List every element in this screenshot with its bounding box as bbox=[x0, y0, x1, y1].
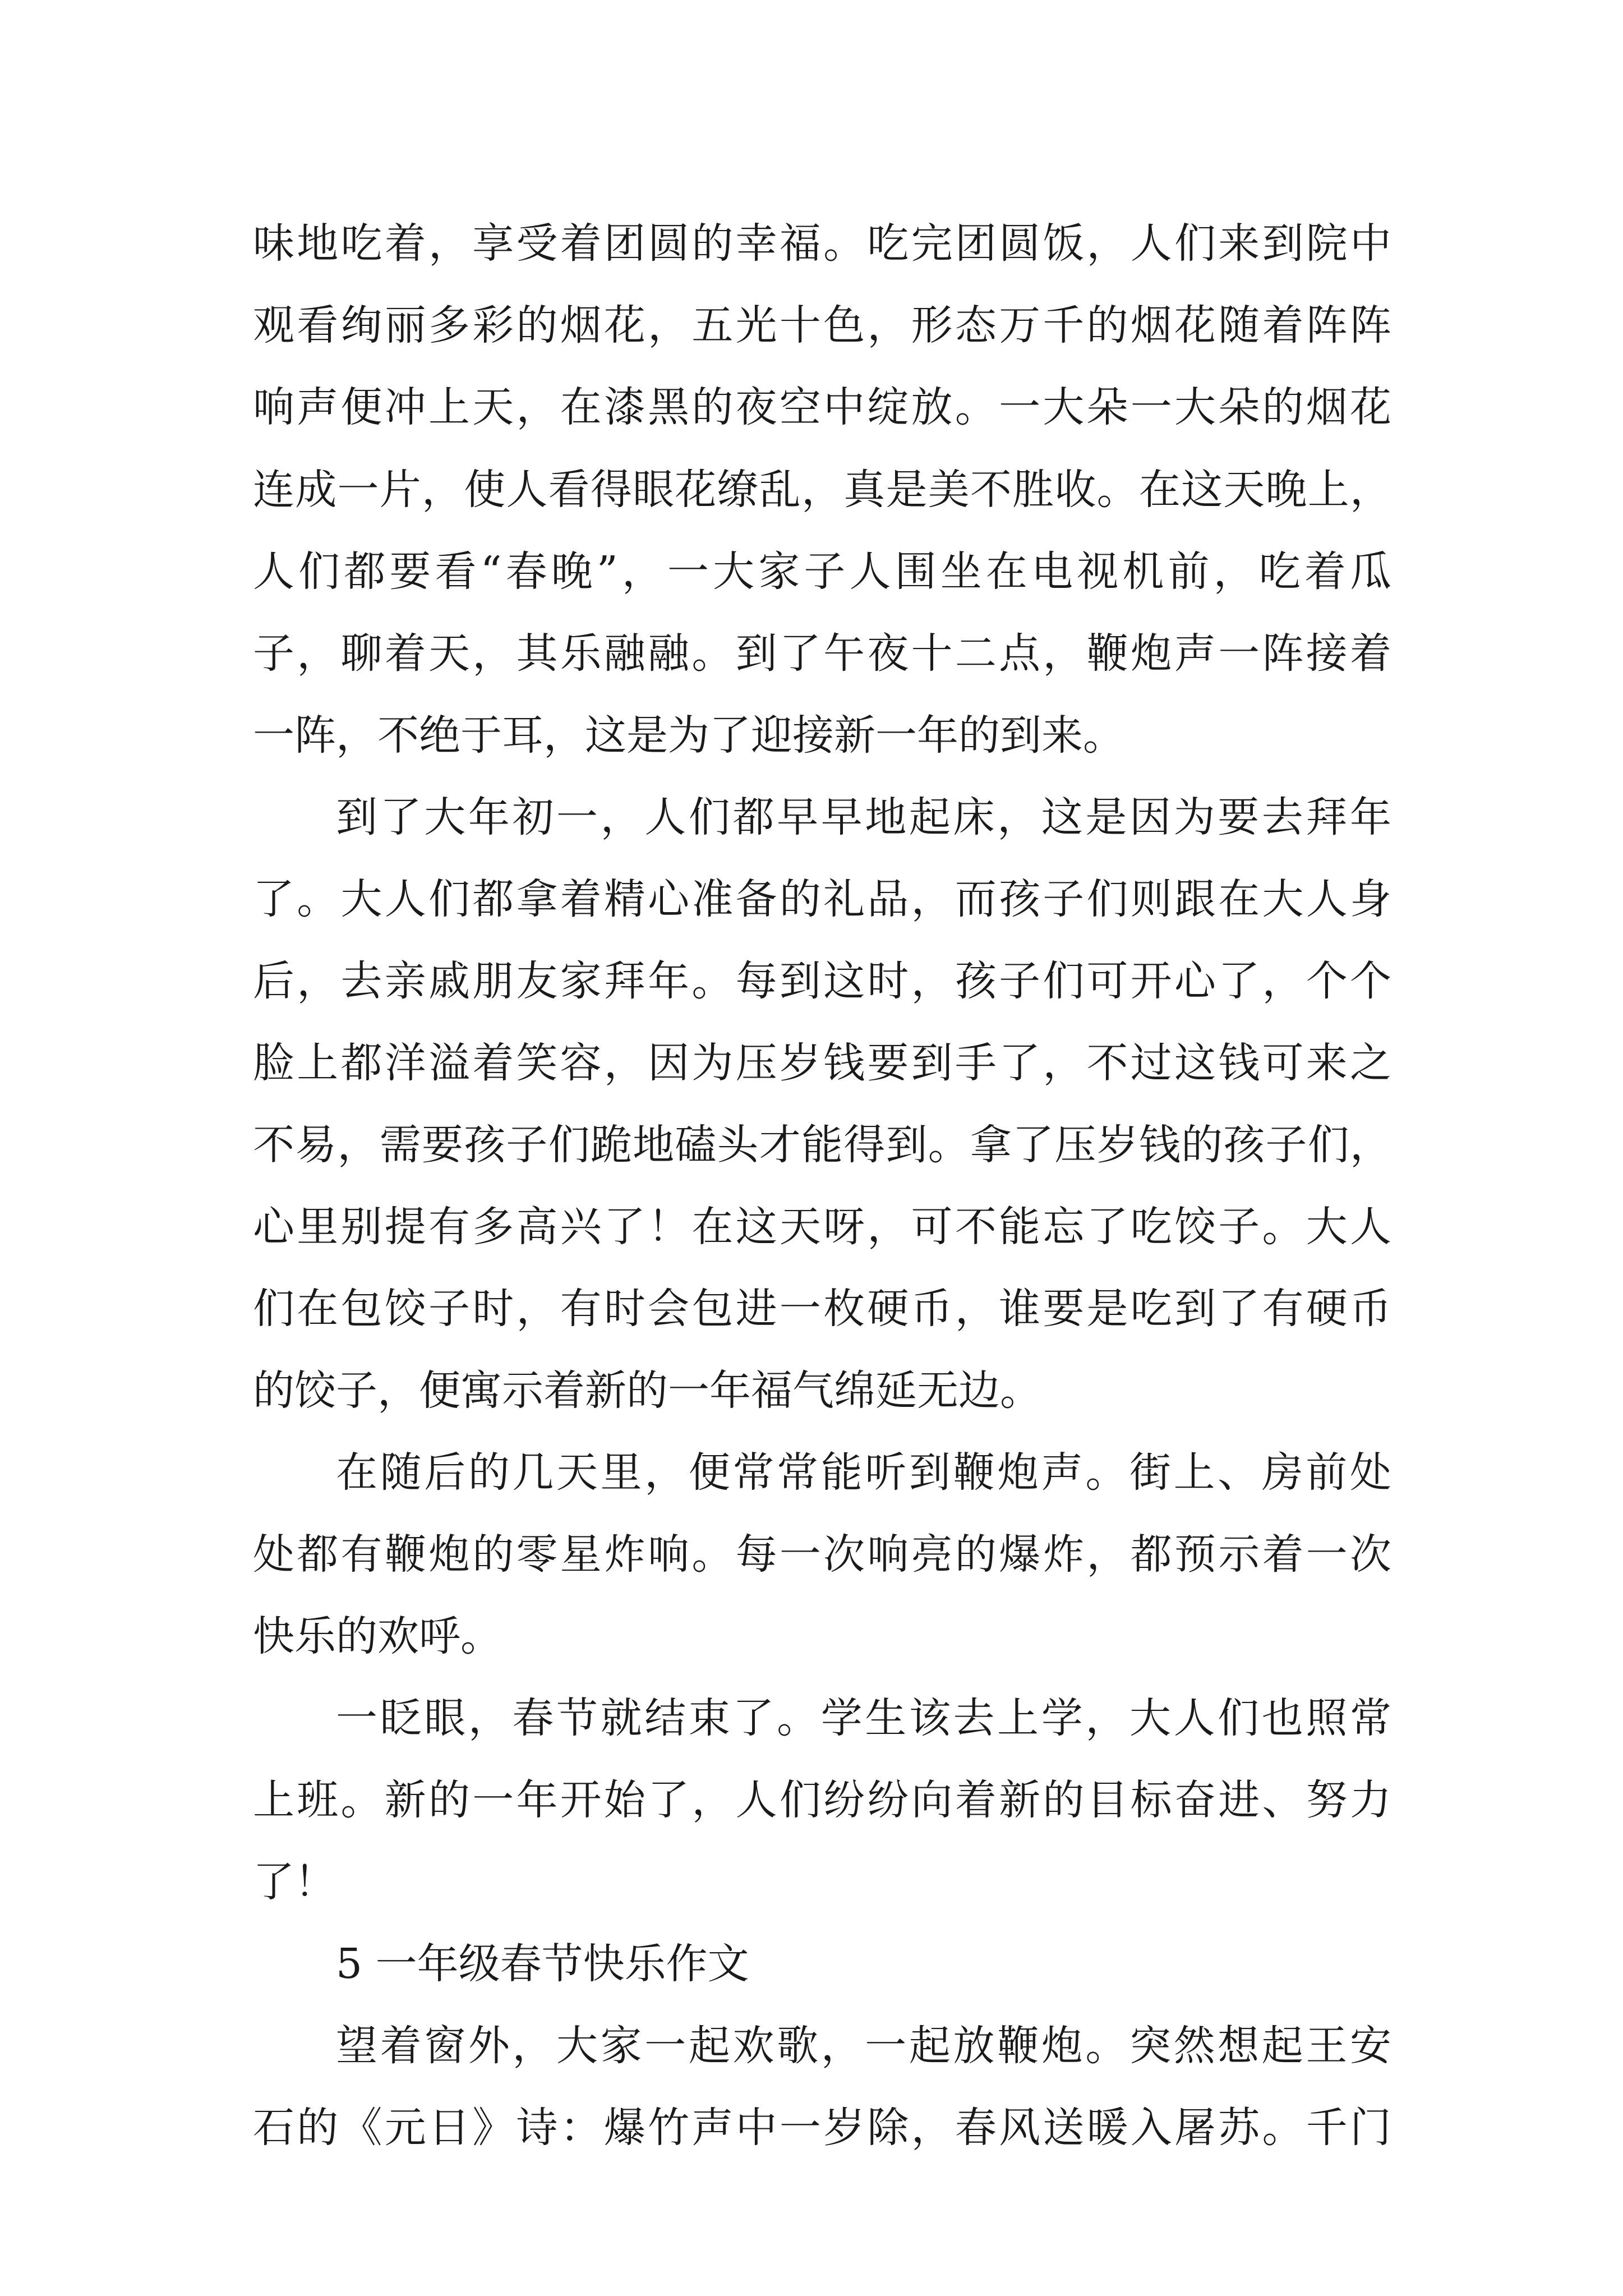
section-heading: 5 一年级春节快乐作文 bbox=[336, 1940, 749, 1988]
paragraph-2-line-7: 们在包饺子时，有时会包进一枚硬币，谁要是吃到了有硬币 bbox=[253, 1285, 1391, 1333]
paragraph-1-line-5: 人们都要看“春晚”，一大家子人围坐在电视机前，吃着瓜 bbox=[253, 547, 1391, 596]
paragraph-2-line-4: 脸上都洋溢着笑容，因为压岁钱要到手了，不过这钱可来之 bbox=[253, 1039, 1391, 1087]
paragraph-1-line-1: 味地吃着，享受着团圆的幸福。吃完团圆饭，人们来到院中 bbox=[253, 219, 1391, 268]
paragraph-4-line-1: 一眨眼，春节就结束了。学生该去上学，大人们也照常 bbox=[336, 1694, 1391, 1742]
paragraph-2-line-3: 后，去亲戚朋友家拜年。每到这时，孩子们可开心了，个个 bbox=[253, 957, 1391, 1005]
paragraph-2-line-2: 了。大人们都拿着精心准备的礼品，而孩子们则跟在大人身 bbox=[253, 875, 1391, 923]
paragraph-3-line-3: 快乐的欢呼。 bbox=[253, 1612, 502, 1660]
paragraph-2-line-6: 心里别提有多高兴了！在这天呀，可不能忘了吃饺子。大人 bbox=[253, 1203, 1391, 1251]
paragraph-2-line-1: 到了大年初一，人们都早早地起床，这是因为要去拜年 bbox=[336, 793, 1391, 841]
paragraph-2-line-5: 不易，需要孩子们跪地磕头才能得到。拿了压岁钱的孩子们， bbox=[253, 1121, 1391, 1169]
final-paragraph-line-1: 望着窗外，大家一起欢歌，一起放鞭炮。突然想起王安 bbox=[336, 2022, 1391, 2070]
final-paragraph-line-2: 石的《元日》诗：爆竹声中一岁除，春风送暖入屠苏。千门 bbox=[253, 2104, 1391, 2152]
paragraph-4-line-3: 了！ bbox=[253, 1858, 336, 1906]
paragraph-1-line-4: 连成一片，使人看得眼花缭乱，真是美不胜收。在这天晚上， bbox=[253, 466, 1391, 514]
paragraph-1-line-3: 响声便冲上天，在漆黑的夜空中绽放。一大朵一大朵的烟花 bbox=[253, 383, 1391, 431]
paragraph-2-line-8: 的饺子，便寓示着新的一年福气绵延无边。 bbox=[253, 1366, 1041, 1415]
paragraph-1-line-7: 一阵，不绝于耳，这是为了迎接新一年的到来。 bbox=[253, 711, 1124, 760]
paragraph-3-line-2: 处都有鞭炮的零星炸响。每一次响亮的爆炸，都预示着一次 bbox=[253, 1530, 1391, 1579]
paragraph-1-line-6: 子，聊着天，其乐融融。到了午夜十二点，鞭炮声一阵接着 bbox=[253, 629, 1391, 678]
paragraph-3-line-1: 在随后的几天里，便常常能听到鞭炮声。街上、房前处 bbox=[336, 1448, 1391, 1497]
paragraph-1-line-2: 观看绚丽多彩的烟花，五光十色，形态万千的烟花随着阵阵 bbox=[253, 301, 1391, 349]
paragraph-4-line-2: 上班。新的一年开始了，人们纷纷向着新的目标奋进、努力 bbox=[253, 1776, 1391, 1824]
